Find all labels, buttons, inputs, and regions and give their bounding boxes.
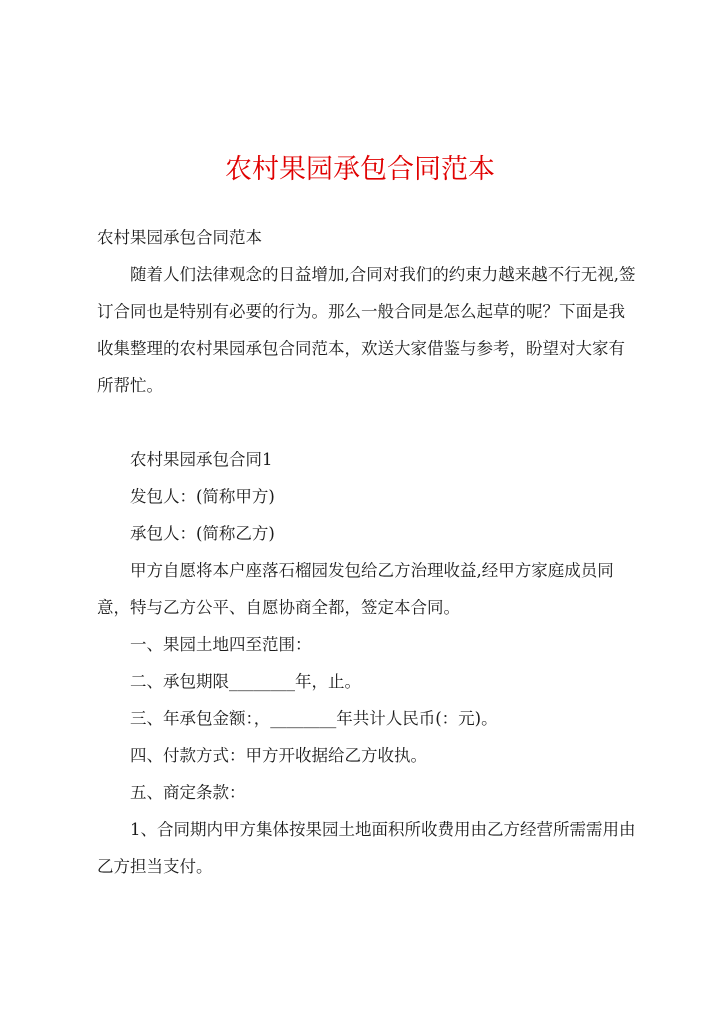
intro-paragraph: 随着人们法律观念的日益增加,合同对我们的约束力越来越不行无视,签订合同也是特别有必要的行为。那么一般合同是怎么起草的呢？下面是我收集整理的农村果园承包合同范本，欢送大家借鉴与参考，盼望对大家有所帮忙。 [97, 265, 636, 395]
clause-3: 三、年承包金额：，________年共计人民币(：元)。 [130, 709, 498, 728]
party-a-line: 发包人：(简称甲方) [130, 487, 275, 506]
document-title: 农村果园承包合同范本 [225, 154, 495, 185]
document-body [97, 219, 637, 885]
clause-2: 二、承包期限________年，止。 [130, 672, 361, 691]
document-subtitle: 农村果园承包合同范本 [97, 228, 262, 247]
party-b-line: 承包人：(简称乙方) [130, 524, 275, 543]
clause-5: 五、商定条款： [130, 783, 246, 802]
term-1: 1、合同期内甲方集体按果园土地面积所收费用由乙方经营所需需用由乙方担当支付。 [97, 820, 636, 876]
paragraph-gap [97, 404, 637, 441]
preamble-paragraph: 甲方自愿将本户座落石榴园发包给乙方治理收益,经甲方家庭成员同意，特与乙方公平、自愿协商全都，签定本合同。 [97, 561, 614, 617]
clause-1: 一、果园土地四至范围： [130, 635, 312, 654]
contract-heading: 农村果园承包合同1 [130, 450, 273, 469]
clause-4: 四、付款方式：甲方开收据给乙方收执。 [130, 746, 427, 765]
